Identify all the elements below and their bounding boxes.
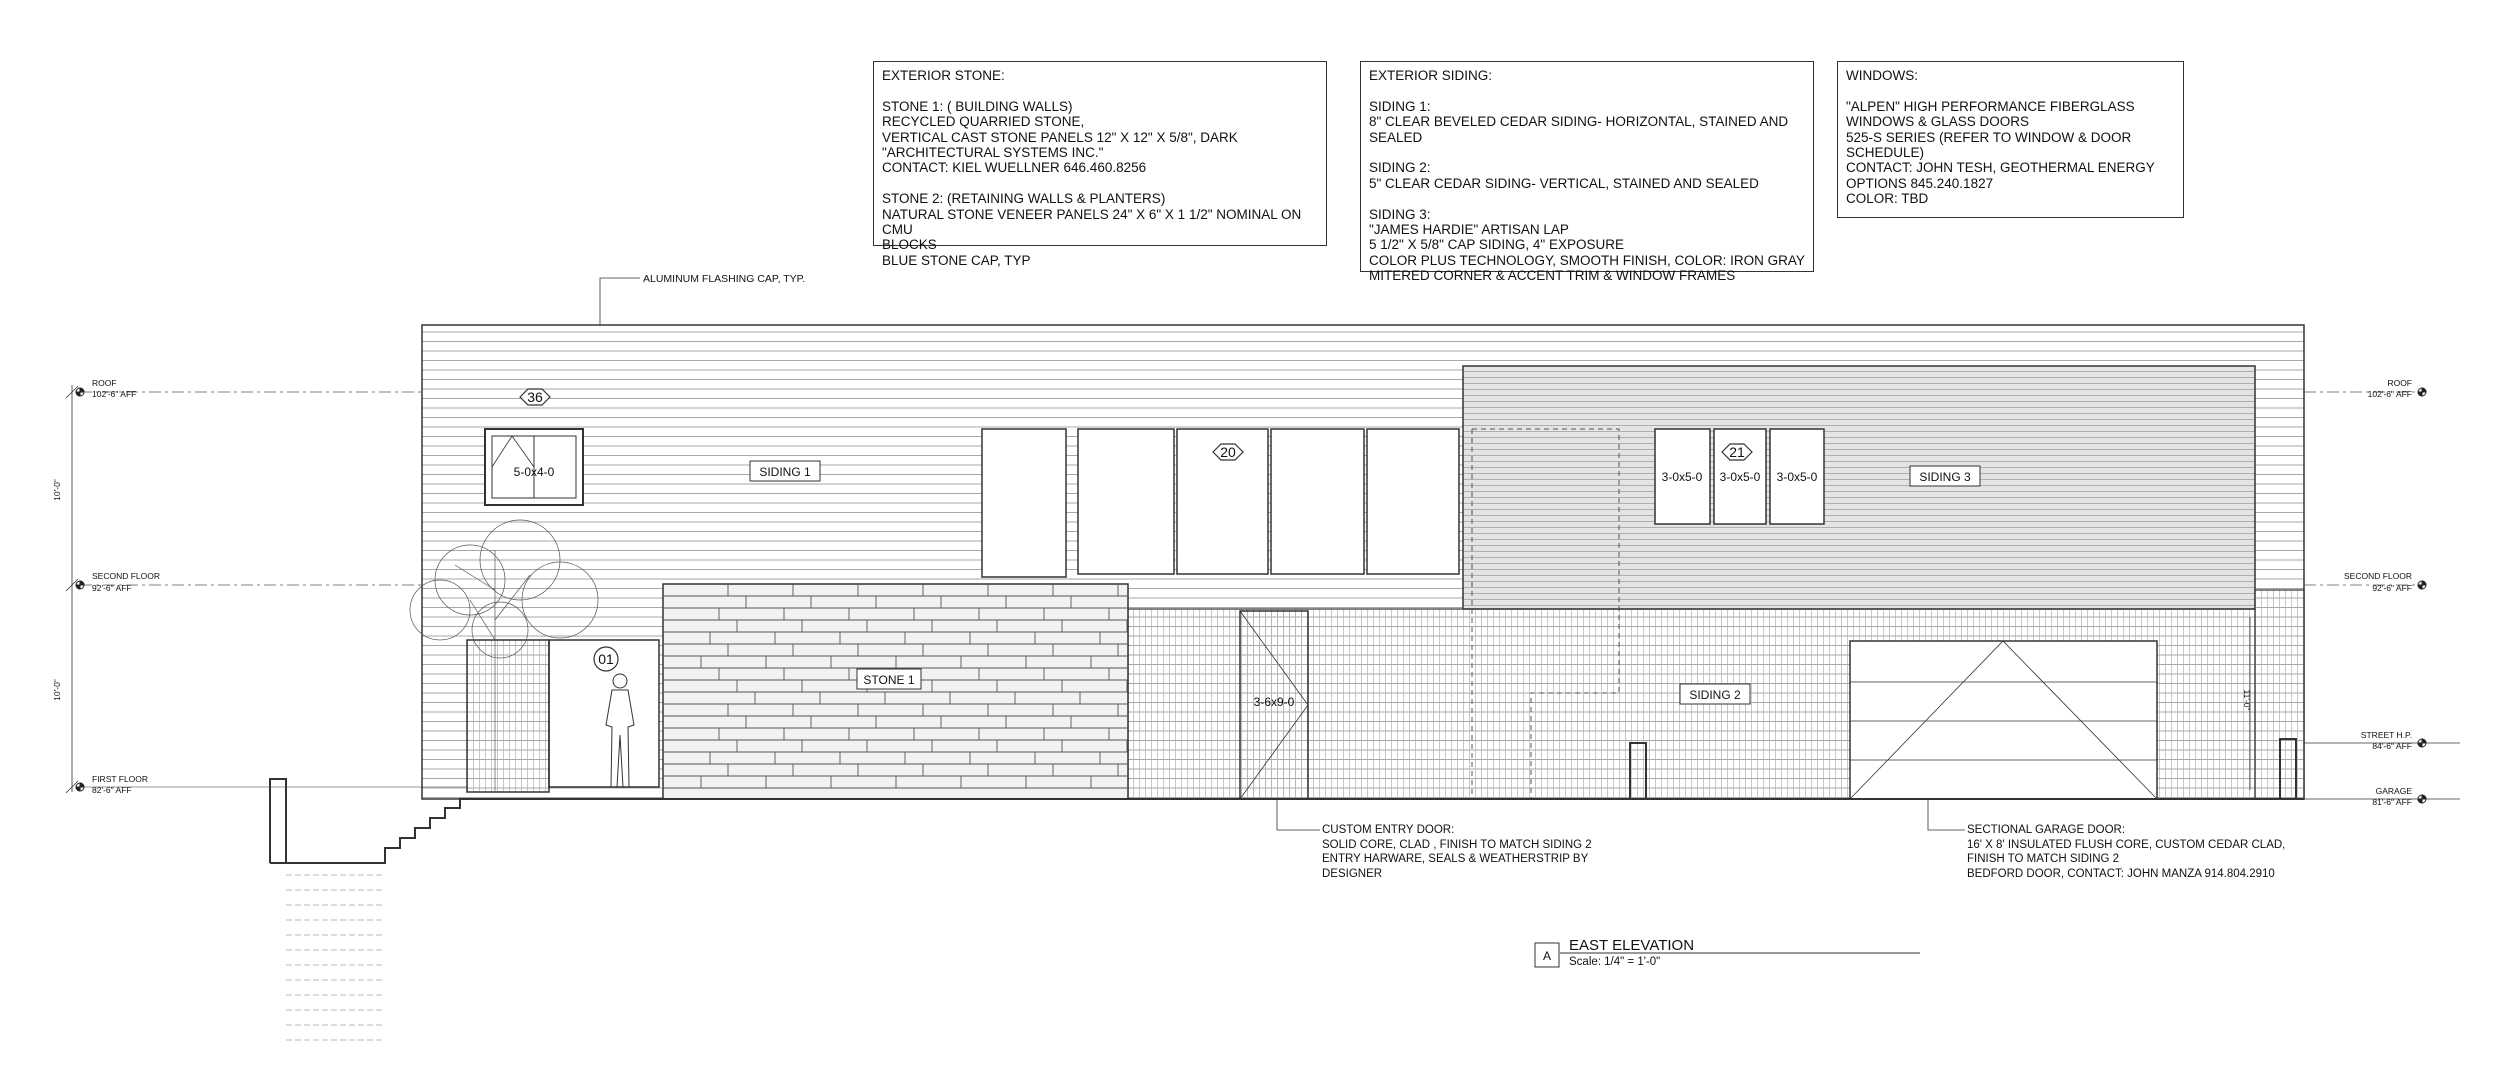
- level-second-floor-label: SECOND FLOOR: [92, 571, 161, 581]
- level-first-floor-label: FIRST FLOOR: [92, 774, 149, 784]
- level-second-floor-elev-right: 92'-6" AFF: [2372, 583, 2412, 593]
- level-garage-label: GARAGE: [2375, 786, 2412, 796]
- flashing-callout: ALUMINUM FLASHING CAP, TYP.: [643, 273, 806, 285]
- exterior-siding-note: EXTERIOR SIDING: SIDING 1: 8" CLEAR BEVELED CEDAR SIDING- HORIZONTAL, STAINED AND SEALED SIDING 2: 5" CLEAR CEDAR SIDING- VERTICAL, STAINED AND SEALED SIDING 3: "JAMES HARDIE" ARTISAN LAP 5 1/2" X 5/8" CAP SIDING, 4" EXPOSURE COLOR PLUS TECHNOLOGY, SMOOTH FINISH, COLOR: IRON GRAY MITERED CORNER & ACCENT TRIM & WINDOW FRAMES: [1360, 61, 1814, 272]
- window-size-3x5-a: 3-0x5-0: [1661, 470, 1703, 484]
- garage-door: [1850, 641, 2157, 799]
- drawing-title: EAST ELEVATION: [1569, 937, 1695, 954]
- windows-note: WINDOWS: "ALPEN" HIGH PERFORMANCE FIBERGLASS WINDOWS & GLASS DOORS 525-S SERIES (REFER TO WINDOW & DOOR SCHEDULE) CONTACT: JOHN TESH, GEOTHERMAL ENERGY OPTIONS 845.240.1827 COLOR: TBD: [1837, 61, 2184, 218]
- stone-1-wall: [663, 584, 1128, 799]
- level-roof-label-right: ROOF: [2387, 378, 2412, 388]
- level-second-floor-label-right: SECOND FLOOR: [2343, 571, 2412, 581]
- window-tag-21-text: 21: [1729, 444, 1745, 460]
- door-size-3x6x9: 3-6x9-0: [1253, 695, 1295, 709]
- material-siding-3: SIDING 3: [1919, 470, 1971, 484]
- level-roof-label: ROOF: [92, 378, 117, 388]
- level-first-floor-elev: 82'-6" AFF: [92, 785, 132, 795]
- window-tag-20-text: 20: [1220, 444, 1236, 460]
- exterior-stone-note: EXTERIOR STONE: STONE 1: ( BUILDING WALLS) RECYCLED QUARRIED STONE, VERTICAL CAST STONE PANELS 12" X 12" X 5/8", DARK "ARCHITECTURAL SYSTEMS INC." CONTACT: KIEL WUELLNER 646.460.8256 STONE 2: (RETAINING WALLS & PLANTERS) NATURAL STONE VENEER PANELS 24" X 6" X 1 1/2" NOMINAL ON CMU BLOCKS BLUE STONE CAP, TYP: [873, 61, 1327, 246]
- level-street-hp-elev: 84'-6" AFF: [2372, 741, 2412, 751]
- level-roof-elev-right: 102'-6" AFF: [2367, 389, 2412, 399]
- dimension-upper: 10'-0": [52, 479, 62, 501]
- entry-door-callout: CUSTOM ENTRY DOOR: SOLID CORE, CLAD , FINISH TO MATCH SIDING 2 ENTRY HARWARE, SEALS & WEATHERSTRIP BY DESIGNER: [1322, 824, 1592, 880]
- retaining-wall-courses: [286, 875, 385, 1040]
- level-garage-elev: 81'-6" AFF: [2372, 797, 2412, 807]
- material-siding-1: SIDING 1: [759, 465, 811, 479]
- window-size-5x4: 5-0x4-0: [513, 465, 555, 479]
- window-size-3x5-c: 3-0x5-0: [1776, 470, 1818, 484]
- level-second-floor-elev: 92'-6" AFF: [92, 583, 132, 593]
- window-size-3x5-b: 3-0x5-0: [1719, 470, 1761, 484]
- level-street-hp-label: STREET H.P.: [2360, 730, 2412, 740]
- front-glass-entry: [467, 640, 659, 792]
- level-roof-elev: 102'-6" AFF: [92, 389, 137, 399]
- material-siding-2: SIDING 2: [1689, 688, 1741, 702]
- dimension-right: 11'-0": [2242, 689, 2252, 711]
- drawing-letter: A: [1542, 949, 1552, 963]
- siding-3-block: [1463, 366, 2255, 609]
- dimension-lower: 10'-0": [52, 679, 62, 701]
- garage-door-callout: SECTIONAL GARAGE DOOR: 16' X 8' INSULATED FLUSH CORE, CUSTOM CEDAR CLAD, FINISH TO MATCH SIDING 2 BEDFORD DOOR, CONTACT: JOHN MANZA 914.804.2910: [1967, 824, 2286, 880]
- material-stone-1: STONE 1: [863, 673, 915, 687]
- drawing-scale: Scale: 1/4" = 1'-0": [1569, 956, 1661, 968]
- door-tag-01-text: 01: [598, 651, 614, 667]
- window-tag-36-text: 36: [527, 389, 543, 405]
